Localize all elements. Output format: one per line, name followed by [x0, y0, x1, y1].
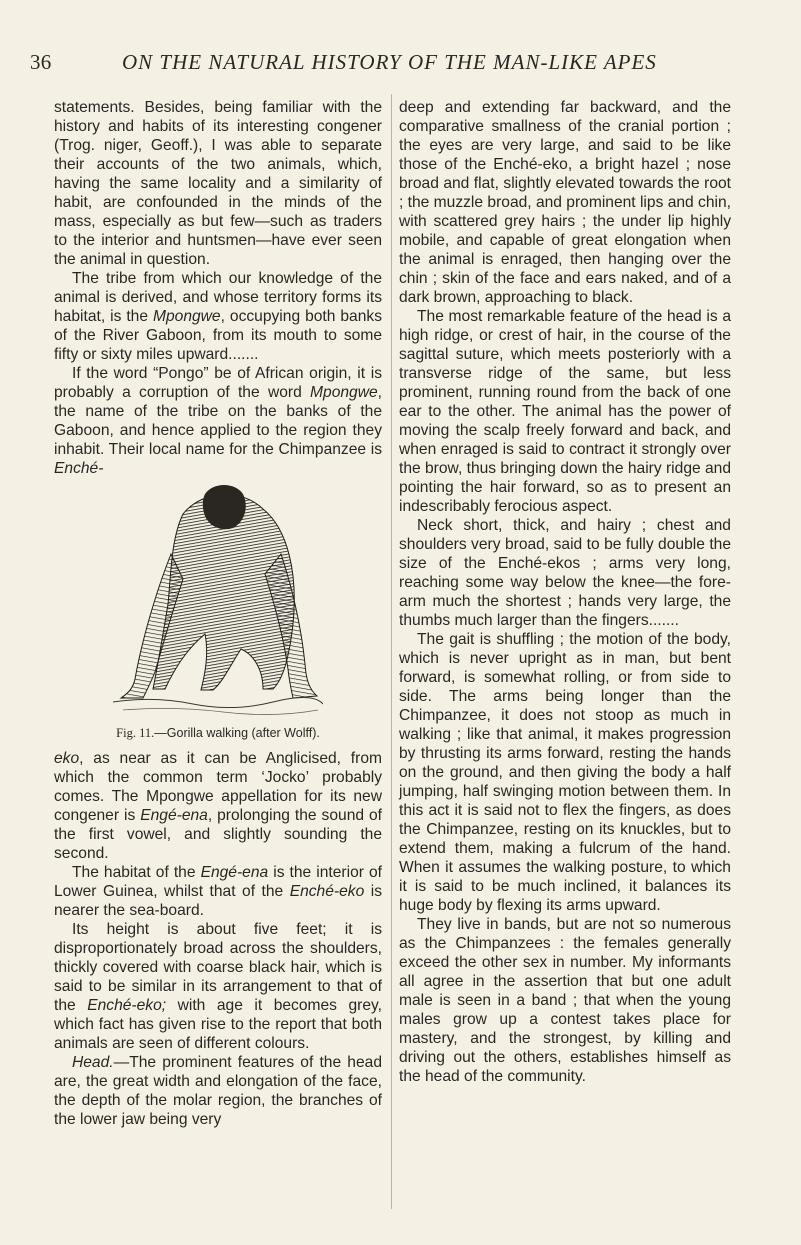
paragraph: The tribe from which our knowledge of the animal is derived, and whose territory forms its habitat, is the Mpongwe, occupying both banks of the River Gaboon, from its mouth to some fifty or sixty miles upward.......	[54, 270, 383, 363]
paragraph: Neck short, thick, and hairy ; chest and shoulders very broad, said to be fully double the size of the Enché-ekos ; arms very long, reaching some way below the knee—the fore-arm much the shortest ; hands very large, the thumbs much larger than the fingers.......	[399, 517, 731, 629]
column-divider	[391, 94, 392, 1209]
figure-gorilla-walking	[54, 484, 382, 743]
paragraph: statements. Besides, being familiar with the history and habits of its interesting congener (Trog. niger, Geoff.), I was able to separate their accounts of the two animals, which, having the same locality and a similarity of habit, are confounded in the minds of the mass, especially as but few—such as traders to the interior and huntsmen—have ever seen the animal in question.	[54, 99, 382, 268]
running-title: ON THE NATURAL HISTORY OF THE MAN-LIKE APES	[122, 50, 657, 74]
page-header	[30, 46, 790, 86]
paragraph: deep and extending far backward, and the comparative smallness of the cranial portion ; the eyes are very large, and said to be like those of the Enché-eko, a bright hazel ; nose broad and flat, slightly elevated towards the root ; the muzzle broad, and prominent lips and chin, with scattered grey hairs ; the under lip highly mobile, and capable of great elongation when the animal is enraged, then hanging over the chin ; skin of the face and ears naked, and of a dark brown, approaching to black.	[399, 99, 731, 306]
page-number: 36	[30, 50, 52, 74]
left-column	[54, 98, 382, 1129]
paragraph: Head.—The prominent features of the head are, the great width and elongation of the face, the depth of the molar region, the branches of the lower jaw being very	[54, 1054, 382, 1128]
right-column	[399, 98, 731, 1086]
paragraph: The habitat of the Engé-ena is the interior of Lower Guinea, whilst that of the Enché-eko is nearer the sea-board.	[54, 864, 382, 919]
gorilla-illustration	[113, 484, 323, 722]
figure-caption: Fig. 11.—Gorilla walking (after Wolff).	[116, 726, 320, 740]
paragraph: They live in bands, but are not so numerous as the Chimpanzees : the females generally exceed the other sex in number. My informants all agree in the assertion that but one adult male is seen in a band ; that when the young males grow up a contest takes place for mastery, and the strongest, by killing and driving out the others, establishes himself as the head of the community.	[399, 916, 731, 1085]
paragraph: The gait is shuffling ; the motion of the body, which is never upright as in man, but bent forward, is somewhat rolling, or from side to side. The arms being longer than the Chimpanzee, it does not stoop as much in walking ; like that animal, it makes progression by thrusting its arms forward, resting the hands on the ground, and then giving the body a half jumping, half swinging motion between them. In this act it is said not to flex the fingers, as does the Chimpanzee, resting on its knuckles, but to extend them, making a fulcrum of the hand. When it assumes the walking posture, to which it is said to be much inclined, it balances its huge body by flexing its arms upward.	[399, 631, 731, 914]
paragraph: eko, as near as it can be Anglicised, from which the common term ‘Jocko’ probably comes. The Mpongwe appellation for its new congener is Engé-ena, prolonging the sound of the first vowel, and slightly sounding the second.	[54, 750, 382, 862]
paragraph: Its height is about five feet; it is disproportionately broad across the shoulders, thickly covered with coarse black hair, which is said to be similar in its arrangement to that of the Enché-eko; with age it becomes grey, which fact has given rise to the report that both animals are seen of different colours.	[54, 921, 382, 1052]
paragraph: If the word “Pongo” be of African origin, it is probably a corruption of the word Mpongwe, the name of the tribe on the banks of the Gaboon, and hence applied to the region they inhabit. Their local name for the Chimpanzee is Enché-	[54, 365, 382, 477]
paragraph: The most remarkable feature of the head is a high ridge, or crest of hair, in the course of the sagittal suture, which meets posteriorly with a transverse ridge of the same, but less prominent, running round from the back of one ear to the other. The animal has the power of moving the scalp freely forward and back, and when enraged is said to contract it strongly over the brow, thus bringing down the hairy ridge and pointing the hair forward, so as to present an indescribably ferocious aspect.	[399, 308, 732, 515]
